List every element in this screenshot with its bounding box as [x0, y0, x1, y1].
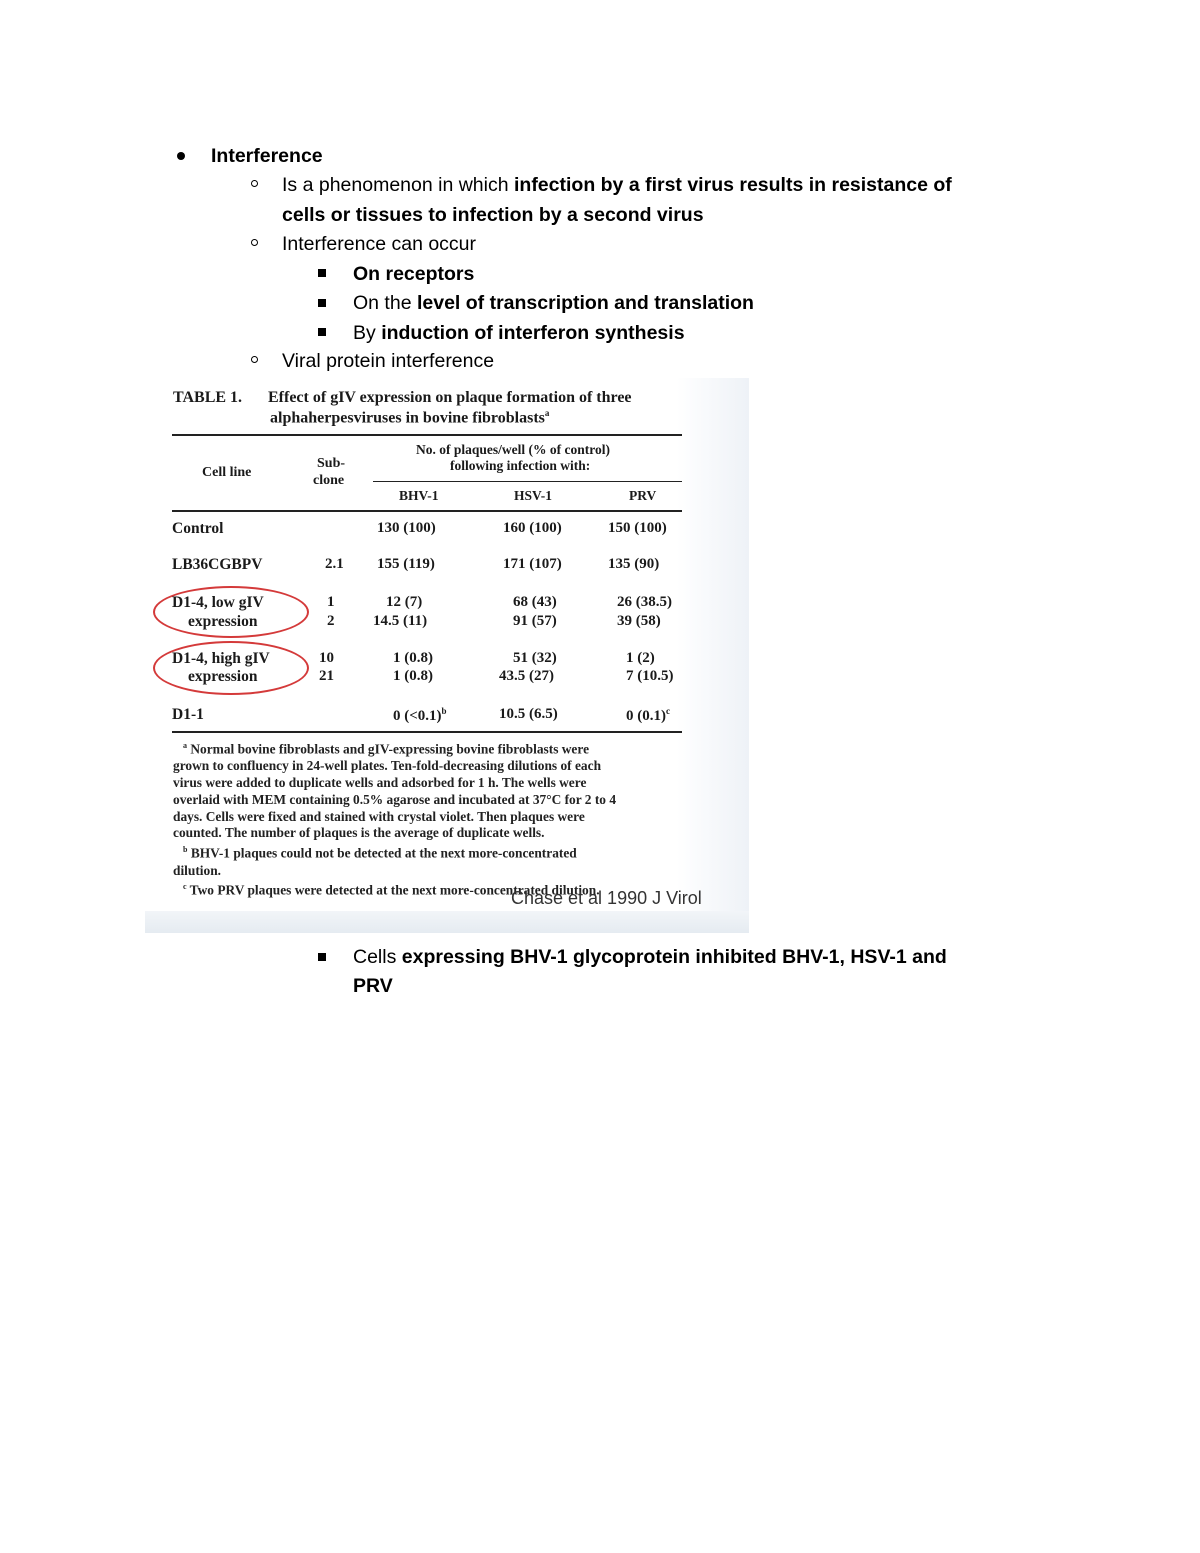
row-low-prv-2: 39 (58)	[617, 613, 661, 629]
item-transcription-bold: level of transcription and translation	[416, 292, 754, 314]
item-interferon	[353, 318, 685, 348]
table-title-line-1: Effect of gIV expression on plaque formation of three	[268, 389, 632, 406]
viral-protein-line: Viral protein interference	[282, 350, 495, 372]
row-low-name-2: expression	[188, 613, 258, 630]
conclusion-line-1	[353, 942, 947, 972]
footnote-a-line: Normal bovine fibroblasts and gIV-expressing bovine fibroblasts were	[190, 741, 590, 757]
footnote-b-mark: b	[183, 845, 188, 855]
row-high-prv-1: 1 (2)	[626, 650, 655, 666]
row-high-sub-2: 21	[319, 668, 334, 684]
top-rule	[172, 434, 682, 436]
col-cell-line: Cell line	[202, 465, 252, 480]
row-high-name-2: expression	[188, 668, 258, 685]
row-low-sub-1: 1	[327, 594, 335, 610]
definition-prefix: Is a phenomenon in which	[282, 174, 514, 196]
row-control-prv: 150 (100)	[608, 520, 667, 536]
bullet-square-icon	[318, 269, 326, 277]
occur-line: Interference can occur	[282, 233, 477, 255]
footnote-b-line: BHV-1 plaques could not be detected at the next more-concentrated	[190, 845, 577, 861]
row-low-bhv-1: 12 (7)	[386, 594, 423, 610]
figure-credit: Chase et al 1990 J Virol	[511, 888, 702, 908]
row-high-bhv-2: 1 (0.8)	[393, 668, 433, 684]
title-footnote-mark: a	[544, 408, 550, 418]
heading-interference: Interference	[211, 145, 323, 167]
row-lb36-name: LB36CGBPV	[172, 556, 263, 573]
item-interferon-prefix: By	[353, 322, 382, 344]
row-high-name: D1-4, high gIV	[172, 650, 270, 667]
row-control-hsv: 160 (100)	[503, 520, 562, 536]
row-lb36-prv: 135 (90)	[608, 556, 660, 572]
bullet-circle-icon	[251, 180, 258, 187]
row-d11-prv-value: 0 (0.1)	[626, 708, 666, 724]
row-low-sub-2: 2	[327, 613, 335, 629]
row-high-prv-2: 7 (10.5)	[626, 668, 674, 684]
row-low-hsv-1: 68 (43)	[513, 594, 557, 610]
row-d11-name: D1-1	[172, 706, 204, 723]
row-d11-bhv-mark: b	[441, 706, 447, 716]
row-low-bhv-2: 14.5 (11)	[373, 613, 428, 629]
scanned-table	[145, 378, 749, 933]
row-lb36-hsv: 171 (107)	[503, 556, 562, 572]
footnote-a	[173, 738, 683, 900]
row-high-hsv-2: 43.5 (27)	[499, 668, 554, 684]
footnote-a-line: counted. The number of plaques is the average of duplicate wells.	[173, 825, 545, 841]
row-lb36-sub: 2.1	[325, 556, 344, 572]
row-low-name: D1-4, low gIV	[172, 594, 264, 611]
footnote-b-line: dilution.	[173, 862, 222, 878]
col-subclone-1: Sub-	[317, 456, 346, 471]
item-transcription-prefix: On the	[353, 292, 417, 314]
footnote-c-mark: c	[183, 882, 187, 892]
row-d11-prv-mark: c	[666, 706, 670, 716]
definition-line-2: cells or tissues to infection by a second virus	[282, 204, 704, 226]
bullet-circle-icon	[251, 239, 258, 246]
footnote-a-mark: a	[183, 741, 187, 750]
row-d11-prv	[626, 706, 670, 725]
bullet-square-icon	[318, 953, 326, 961]
col-prv: PRV	[629, 488, 657, 503]
row-low-hsv-2: 91 (57)	[513, 613, 557, 629]
bullet-disc-icon	[177, 152, 185, 160]
bullet-square-icon	[318, 299, 326, 307]
table-label: TABLE 1.	[173, 389, 243, 406]
row-low-prv-1: 26 (38.5)	[617, 594, 672, 610]
header-rule	[172, 510, 682, 512]
table-title-line-2	[270, 408, 549, 427]
col-subclone-2: clone	[313, 473, 345, 488]
footnote-a-line: grown to confluency in 24-well plates. Ten-fold-decreasing dilutions of each	[173, 758, 602, 774]
group-rule	[373, 481, 682, 482]
row-d11-bhv-value: 0 (<0.1)	[393, 708, 442, 724]
footnote-a-line: days. Cells were fixed and stained with crystal violet. Then plaques were	[173, 808, 585, 824]
item-receptors: On receptors	[353, 263, 475, 285]
row-control-bhv: 130 (100)	[377, 520, 436, 536]
col-group-line-1: No. of plaques/well (% of control)	[416, 442, 610, 457]
col-hsv: HSV-1	[514, 488, 553, 503]
conclusion-bold-1: expressing BHV-1 glycoprotein inhibited BHV-1, HSV-1 and	[401, 946, 947, 968]
row-lb36-bhv: 155 (119)	[377, 556, 435, 572]
definition-line-1	[282, 170, 952, 200]
footnote-a-line: overlaid with MEM containing 0.5% agarose and incubated at 37°C for 2 to 4	[173, 791, 617, 807]
bullet-square-icon	[318, 328, 326, 336]
row-d11-hsv: 10.5 (6.5)	[499, 706, 558, 722]
row-d11-bhv	[393, 706, 447, 725]
bullet-circle-icon	[251, 356, 258, 363]
conclusion-prefix: Cells	[353, 946, 402, 968]
row-high-sub-1: 10	[319, 650, 334, 666]
row-control-name: Control	[172, 520, 224, 537]
col-bhv: BHV-1	[399, 488, 439, 503]
col-group-line-2: following infection with:	[450, 458, 591, 473]
footnote-a-line: virus were added to duplicate wells and adsorbed for 1 h. The wells were	[173, 775, 587, 791]
item-interferon-bold: induction of interferon synthesis	[381, 322, 685, 344]
item-transcription	[353, 288, 754, 318]
conclusion-line-2: PRV	[353, 975, 393, 997]
definition-bold-1: infection by a first virus results in resistance of	[513, 174, 952, 196]
table-title-text: alphaherpesviruses in bovine fibroblasts	[270, 409, 545, 427]
footnote-c-line: Two PRV plaques were detected at the next more-concentrated dilution.	[189, 882, 600, 898]
bottom-rule	[172, 731, 682, 733]
row-high-hsv-1: 51 (32)	[513, 650, 557, 666]
table-figure	[145, 378, 749, 933]
row-high-bhv-1: 1 (0.8)	[393, 650, 433, 666]
